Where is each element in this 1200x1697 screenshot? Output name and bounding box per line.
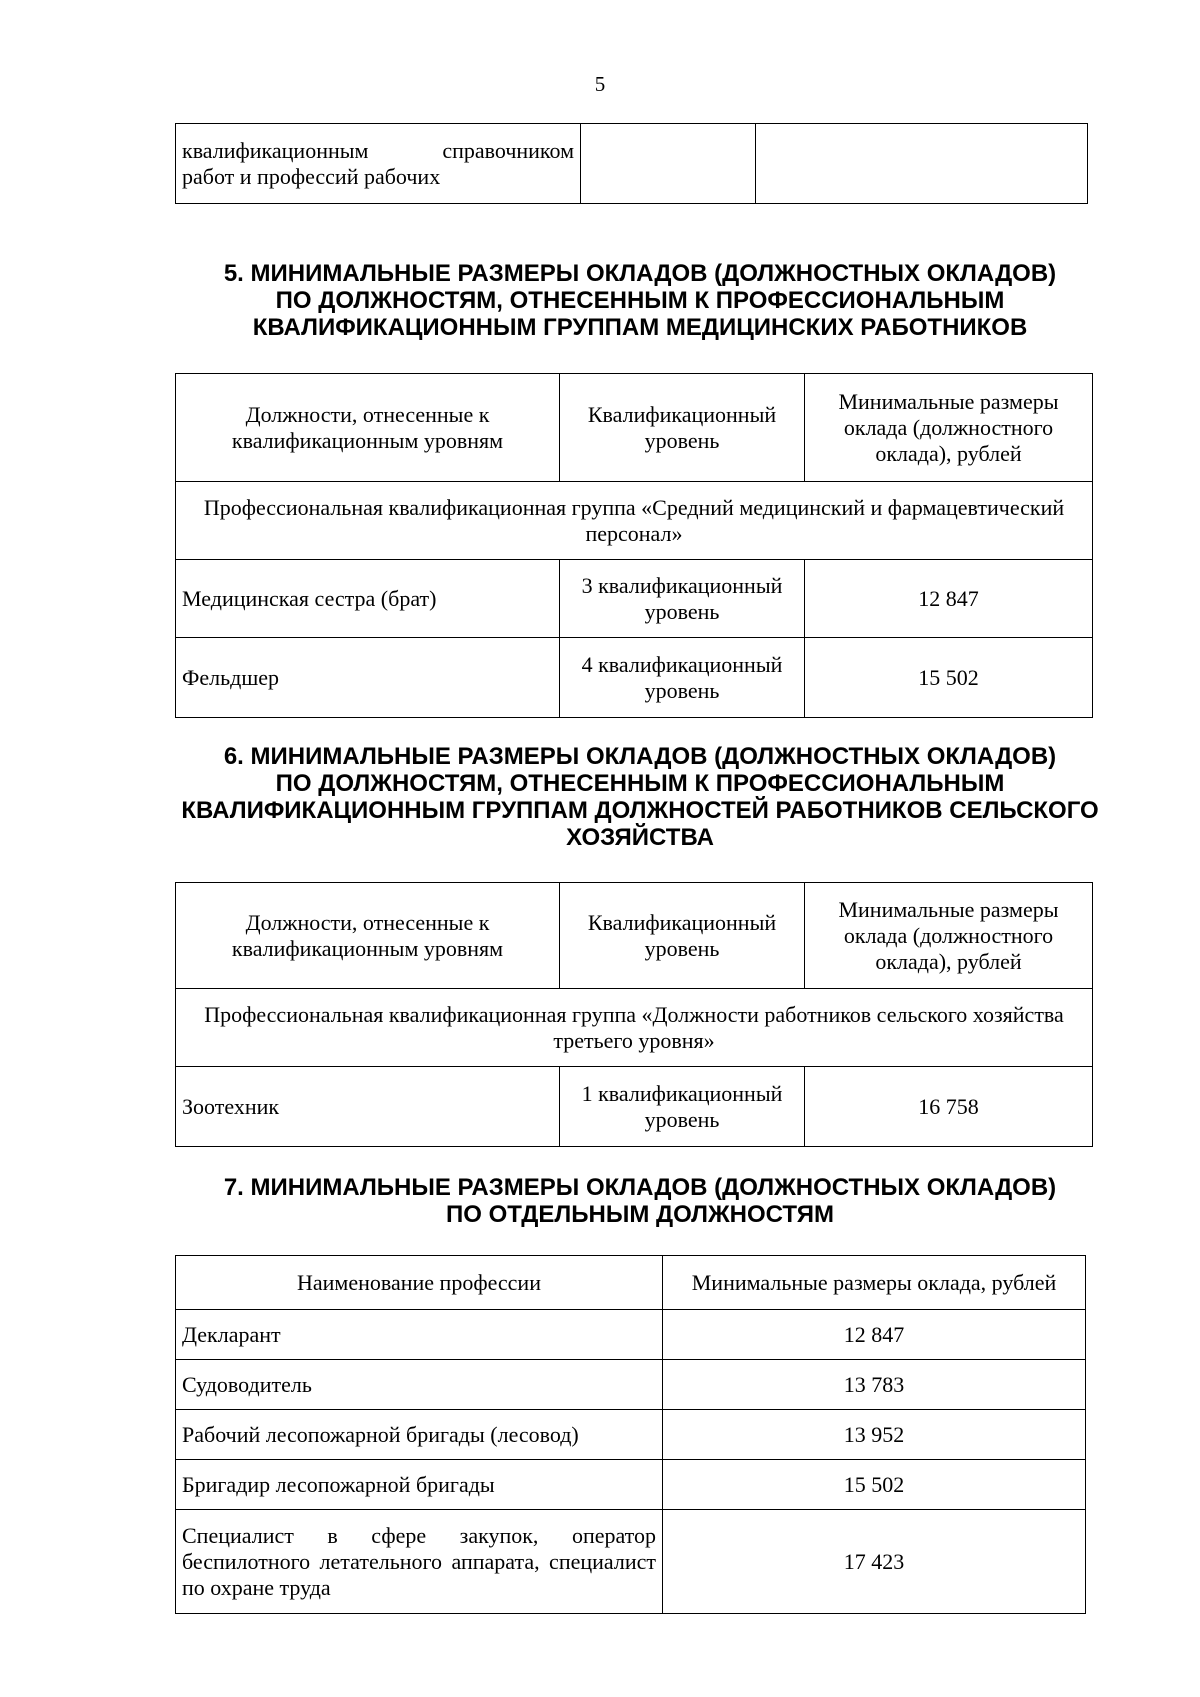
salary-cell: 15 502 <box>805 638 1093 718</box>
position-cell: Фельдшер <box>176 638 560 718</box>
header-position: Должности, отнесенные к квалификационным уровням <box>176 883 560 989</box>
salary-cell: 17 423 <box>663 1510 1086 1614</box>
table-header-row <box>176 374 1093 482</box>
section-7-title: 7. МИНИМАЛЬНЫЕ РАЗМЕРЫ ОКЛАДОВ (ДОЛЖНОСТНЫХ ОКЛАДОВ) ПО ОТДЕЛЬНЫМ ДОЛЖНОСТЯМ <box>223 1174 1057 1228</box>
level-cell: 3 квалификационный уровень <box>560 560 805 638</box>
table-header-row <box>176 883 1093 989</box>
salary-cell: 12 847 <box>805 560 1093 638</box>
level-cell: 1 квалификационный уровень <box>560 1067 805 1147</box>
continuation-word-1: квалификационным <box>182 137 369 163</box>
header-position: Должности, отнесенные к квалификационным уровням <box>176 374 560 482</box>
continuation-line-2: работ и профессий рабочих <box>182 163 441 189</box>
profession-cell: Рабочий лесопожарной бригады (лесовод) <box>176 1410 663 1460</box>
section-6-title: 6. МИНИМАЛЬНЫЕ РАЗМЕРЫ ОКЛАДОВ (ДОЛЖНОСТНЫХ ОКЛАДОВ) ПО ДОЛЖНОСТЯМ, ОТНЕСЕННЫМ К ПРОФЕССИОНАЛЬНЫМ КВАЛИФИКАЦИОННЫМ ГРУППАМ ДОЛЖНОСТЕЙ РАБОТНИКОВ СЕЛЬСКОГО ХОЗЯЙСТВА <box>181 743 1099 851</box>
table-row <box>176 1360 1086 1410</box>
header-level: Квалификационный уровень <box>560 374 805 482</box>
header-salary: Минимальные размеры оклада (должностного оклада), рублей <box>805 374 1093 482</box>
group-row <box>176 989 1093 1067</box>
section-5-table <box>175 373 1093 718</box>
section-5-title: 5. МИНИМАЛЬНЫЕ РАЗМЕРЫ ОКЛАДОВ (ДОЛЖНОСТНЫХ ОКЛАДОВ) ПО ДОЛЖНОСТЯМ, ОТНЕСЕННЫМ К ПРОФЕССИОНАЛЬНЫМ КВАЛИФИКАЦИОННЫМ ГРУППАМ МЕДИЦИНСКИХ РАБОТНИКОВ <box>223 260 1057 341</box>
table-row <box>176 1510 1086 1614</box>
empty-cell <box>581 124 756 204</box>
position-cell: Зоотехник <box>176 1067 560 1147</box>
salary-cell: 13 783 <box>663 1360 1086 1410</box>
salary-cell: 16 758 <box>805 1067 1093 1147</box>
header-level: Квалификационный уровень <box>560 883 805 989</box>
header-salary: Минимальные размеры оклада, рублей <box>663 1256 1086 1310</box>
profession-cell: Судоводитель <box>176 1360 663 1410</box>
empty-cell <box>756 124 1088 204</box>
page-number: 5 <box>594 72 606 96</box>
profession-cell: Специалист в сфере закупок, оператор беспилотного летательного аппарата, специалист по охране труда <box>176 1510 663 1614</box>
salary-cell: 15 502 <box>663 1460 1086 1510</box>
profession-cell: Декларант <box>176 1310 663 1360</box>
group-name: Профессиональная квалификационная группа «Должности работников сельского хозяйства третьего уровня» <box>176 989 1093 1067</box>
table-row <box>176 560 1093 638</box>
table-header-row <box>176 1256 1086 1310</box>
group-row <box>176 482 1093 560</box>
table-row <box>176 1310 1086 1360</box>
level-cell: 4 квалификационный уровень <box>560 638 805 718</box>
header-profession: Наименование профессии <box>176 1256 663 1310</box>
salary-cell: 12 847 <box>663 1310 1086 1360</box>
table-row <box>176 638 1093 718</box>
group-name: Профессиональная квалификационная группа «Средний медицинский и фармацевтический персонал» <box>176 482 1093 560</box>
table-row <box>176 1460 1086 1510</box>
table-row <box>176 1067 1093 1147</box>
continuation-cell <box>176 124 581 204</box>
table-row <box>176 1410 1086 1460</box>
continuation-table <box>175 123 1088 204</box>
continuation-word-2: справочником <box>442 137 574 163</box>
section-6-table <box>175 882 1093 1147</box>
profession-cell: Бригадир лесопожарной бригады <box>176 1460 663 1510</box>
section-7-table <box>175 1255 1086 1614</box>
position-cell: Медицинская сестра (брат) <box>176 560 560 638</box>
header-salary: Минимальные размеры оклада (должностного оклада), рублей <box>805 883 1093 989</box>
salary-cell: 13 952 <box>663 1410 1086 1460</box>
